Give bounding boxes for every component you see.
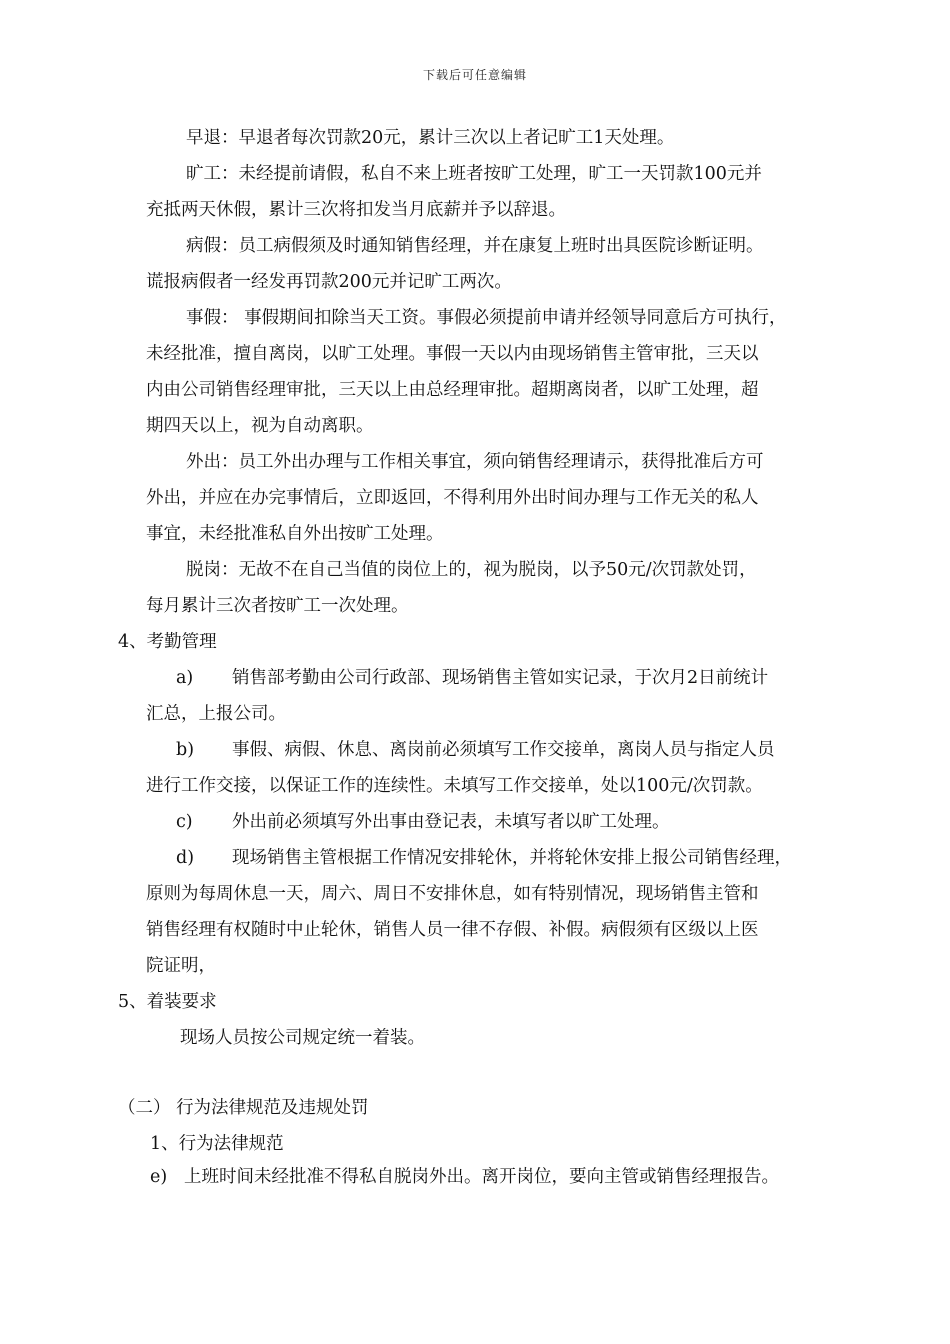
- paragraph-line: 汇总，上报公司。: [146, 704, 286, 724]
- paragraph-line: 早退：早退者每次罚款20元，累计三次以上者记旷工1天处理。: [186, 128, 675, 148]
- paragraph-line: 销售部考勤由公司行政部、现场销售主管如实记录，于次月2日前统计: [232, 668, 769, 688]
- paragraph-line: 病假：员工病假须及时通知销售经理，并在康复上班时出具医院诊断证明。: [186, 236, 764, 256]
- paragraph-line: 原则为每周休息一天，周六、周日不安排休息，如有特别情况，现场销售主管和: [146, 884, 759, 904]
- section-heading: （二） 行为法律规范及违规处罚: [118, 1098, 369, 1118]
- paragraph-line: 每月累计三次者按旷工一次处理。: [146, 596, 409, 616]
- list-marker: e): [150, 1167, 168, 1187]
- list-marker: d): [176, 848, 195, 868]
- paragraph-line: 销售经理有权随时中止轮休，销售人员一律不存假、补假。病假须有区级以上医: [146, 920, 759, 940]
- list-marker: c): [176, 812, 193, 832]
- paragraph-line: 外出：员工外出办理与工作相关事宜，须向销售经理请示，获得批准后方可: [186, 452, 764, 472]
- section-heading: 5、着装要求: [118, 992, 217, 1012]
- paragraph-line: 旷工：未经提前请假，私自不来上班者按旷工处理，旷工一天罚款100元并: [186, 164, 762, 184]
- paragraph-line: 进行工作交接，以保证工作的连续性。未填写工作交接单，处以100元/次罚款。: [146, 776, 763, 796]
- paragraph-line: 外出前必须填写外出事由登记表，未填写者以旷工处理。: [232, 812, 670, 832]
- paragraph-line: 谎报病假者一经发再罚款200元并记旷工两次。: [146, 272, 512, 292]
- paragraph-line: 脱岗：无故不在自己当值的岗位上的，视为脱岗，以予50元/次罚款处罚，: [186, 560, 757, 580]
- paragraph-line: 现场人员按公司规定统一着装。: [180, 1028, 425, 1048]
- paragraph-line: 外出，并应在办完事情后，立即返回，不得利用外出时间办理与工作无关的私人: [146, 488, 759, 508]
- paragraph-line: 充抵两天休假，累计三次将扣发当月底薪并予以辞退。: [146, 200, 566, 220]
- page-header: 下载后可任意编辑: [422, 68, 527, 82]
- list-marker: b): [176, 740, 195, 760]
- paragraph-line: 事假： 事假期间扣除当天工资。事假必须提前申请并经领导同意后方可执行，: [186, 308, 787, 328]
- list-marker: a): [176, 668, 194, 688]
- section-heading: 4、考勤管理: [118, 632, 217, 652]
- paragraph-line: 现场销售主管根据工作情况安排轮休，并将轮休安排上报公司销售经理，: [232, 848, 792, 868]
- paragraph-line: 内由公司销售经理审批，三天以上由总经理审批。超期离岗者，以旷工处理，超: [146, 380, 759, 400]
- paragraph-line: 未经批准，擅自离岗，以旷工处理。事假一天以内由现场销售主管审批，三天以: [146, 344, 759, 364]
- paragraph-line: 期四天以上，视为自动离职。: [146, 416, 374, 436]
- paragraph-line: 事宜，未经批准私自外出按旷工处理。: [146, 524, 444, 544]
- paragraph-line: 上班时间未经批准不得私自脱岗外出。离开岗位，要向主管或销售经理报告。: [184, 1167, 779, 1187]
- subsection-heading: 1、行为法律规范: [150, 1134, 284, 1154]
- paragraph-line: 事假、病假、休息、离岗前必须填写工作交接单，离岗人员与指定人员: [232, 740, 775, 760]
- paragraph-line: 院证明，: [146, 956, 216, 976]
